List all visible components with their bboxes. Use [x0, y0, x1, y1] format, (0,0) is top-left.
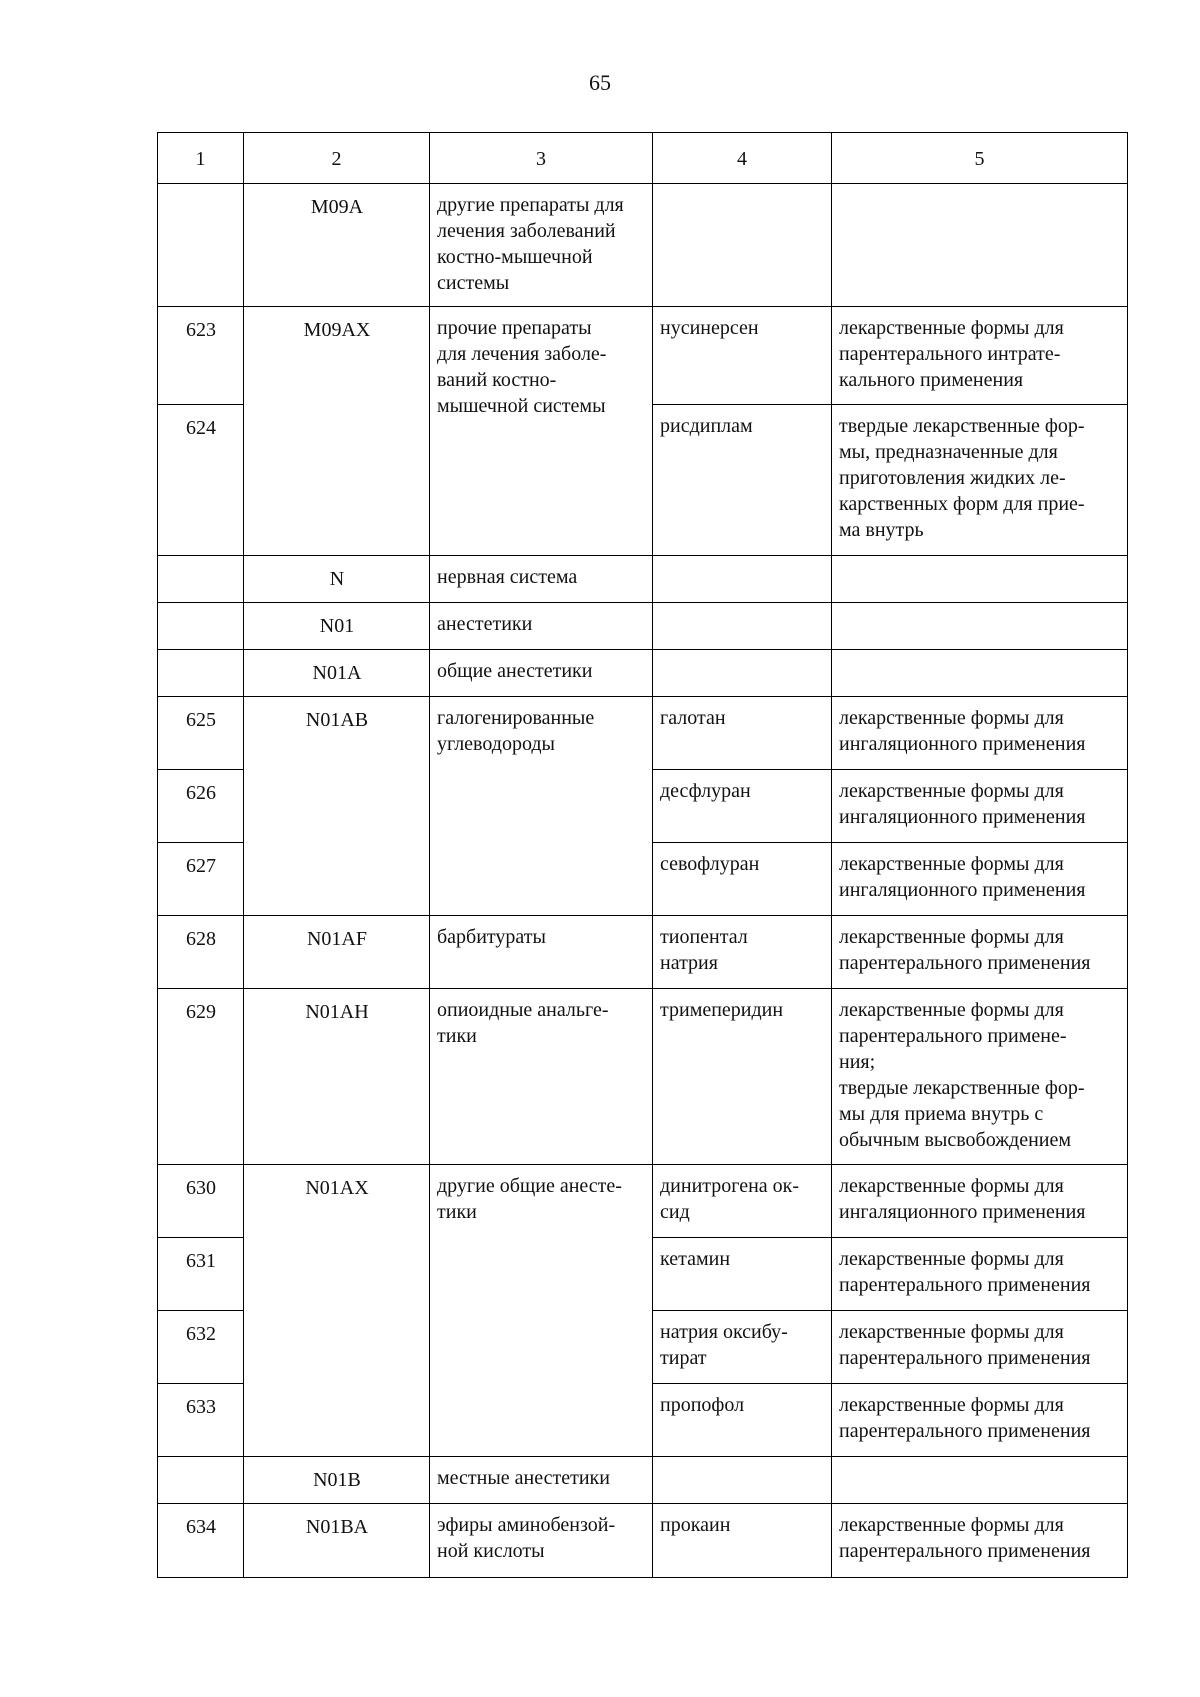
atc-code: N01AX [244, 1165, 430, 1457]
table-row [158, 184, 1128, 307]
drug-name: галотан [653, 697, 832, 770]
dosage-form [832, 650, 1128, 697]
dosage-form: лекарственные формы для парентерального применения [832, 1504, 1128, 1578]
drug-name: десфлуран [653, 770, 832, 843]
drug-name: прокаин [653, 1504, 832, 1578]
table-row [158, 1165, 1128, 1238]
table-row [158, 650, 1128, 697]
row-number: 625 [158, 697, 244, 770]
medication-table [157, 132, 1128, 1578]
column-header: 3 [430, 133, 653, 184]
page-number: 65 [589, 70, 611, 95]
drug-name: натрия оксибу- тират [653, 1311, 832, 1384]
dosage-form: лекарственные формы для парентерального применения [832, 916, 1128, 989]
dosage-form: лекарственные формы для парентерального применения [832, 1311, 1128, 1384]
drug-name [653, 184, 832, 307]
column-header: 2 [244, 133, 430, 184]
dosage-form: лекарственные формы для парентерального применения [832, 1238, 1128, 1311]
atc-code: N01BA [244, 1504, 430, 1578]
row-number [158, 556, 244, 603]
table-row [158, 307, 1128, 405]
table-header-row [158, 133, 1128, 184]
row-number: 624 [158, 405, 244, 556]
drug-name: нусинерсен [653, 307, 832, 405]
row-number [158, 1457, 244, 1504]
drug-name [653, 603, 832, 650]
atc-code: N01AH [244, 989, 430, 1165]
row-number [158, 184, 244, 307]
row-number: 628 [158, 916, 244, 989]
atc-description: местные анестетики [430, 1457, 653, 1504]
atc-description: общие анестетики [430, 650, 653, 697]
dosage-form: лекарственные формы для ингаляционного применения [832, 843, 1128, 916]
atc-description: прочие препараты для лечения заболе- ваний костно- мышечной системы [430, 307, 653, 556]
atc-description: другие общие анесте- тики [430, 1165, 653, 1457]
atc-code: M09AX [244, 307, 430, 556]
drug-name: динитрогена ок- сид [653, 1165, 832, 1238]
atc-description: опиоидные анальге- тики [430, 989, 653, 1165]
dosage-form [832, 556, 1128, 603]
dosage-form: лекарственные формы для парентерального применения [832, 1384, 1128, 1457]
row-number: 629 [158, 989, 244, 1165]
atc-code: N01B [244, 1457, 430, 1504]
drug-name: тиопентал натрия [653, 916, 832, 989]
drug-name: севофлуран [653, 843, 832, 916]
row-number: 627 [158, 843, 244, 916]
table-row [158, 1504, 1128, 1578]
drug-name: пропофол [653, 1384, 832, 1457]
atc-code: M09A [244, 184, 430, 307]
atc-code: N01AF [244, 916, 430, 989]
atc-description: барбитураты [430, 916, 653, 989]
dosage-form: лекарственные формы для ингаляционного применения [832, 1165, 1128, 1238]
dosage-form: лекарственные формы для парентерального примене- ния; твердые лекарственные фор- мы для приема внутрь с обычным высвобождением [832, 989, 1128, 1165]
row-number: 630 [158, 1165, 244, 1238]
row-number: 631 [158, 1238, 244, 1311]
atc-code: N [244, 556, 430, 603]
dosage-form: твердые лекарственные фор- мы, предназначенные для приготовления жидких ле- карственных форм для прие- ма внутрь [832, 405, 1128, 556]
row-number: 626 [158, 770, 244, 843]
atc-description: эфиры аминобензой- ной кислоты [430, 1504, 653, 1578]
drug-name [653, 556, 832, 603]
row-number [158, 603, 244, 650]
column-header: 5 [832, 133, 1128, 184]
drug-name: рисдиплам [653, 405, 832, 556]
atc-code: N01A [244, 650, 430, 697]
row-number: 634 [158, 1504, 244, 1578]
row-number: 632 [158, 1311, 244, 1384]
dosage-form [832, 603, 1128, 650]
row-number: 633 [158, 1384, 244, 1457]
column-header: 4 [653, 133, 832, 184]
dosage-form: лекарственные формы для парентерального интрате- кального применения [832, 307, 1128, 405]
atc-description: галогенированные углеводороды [430, 697, 653, 916]
table-row [158, 916, 1128, 989]
drug-name: тримеперидин [653, 989, 832, 1165]
atc-description: нервная система [430, 556, 653, 603]
atc-code: N01 [244, 603, 430, 650]
drug-name: кетамин [653, 1238, 832, 1311]
drug-name [653, 650, 832, 697]
column-header: 1 [158, 133, 244, 184]
table-row [158, 697, 1128, 770]
dosage-form: лекарственные формы для ингаляционного применения [832, 697, 1128, 770]
dosage-form: лекарственные формы для ингаляционного применения [832, 770, 1128, 843]
table-row [158, 989, 1128, 1165]
table-row [158, 556, 1128, 603]
table-row [158, 603, 1128, 650]
drug-name [653, 1457, 832, 1504]
dosage-form [832, 1457, 1128, 1504]
dosage-form [832, 184, 1128, 307]
row-number [158, 650, 244, 697]
atc-description: другие препараты для лечения заболеваний костно-мышечной системы [430, 184, 653, 307]
atc-description: анестетики [430, 603, 653, 650]
row-number: 623 [158, 307, 244, 405]
table-row [158, 1457, 1128, 1504]
atc-code: N01AB [244, 697, 430, 916]
